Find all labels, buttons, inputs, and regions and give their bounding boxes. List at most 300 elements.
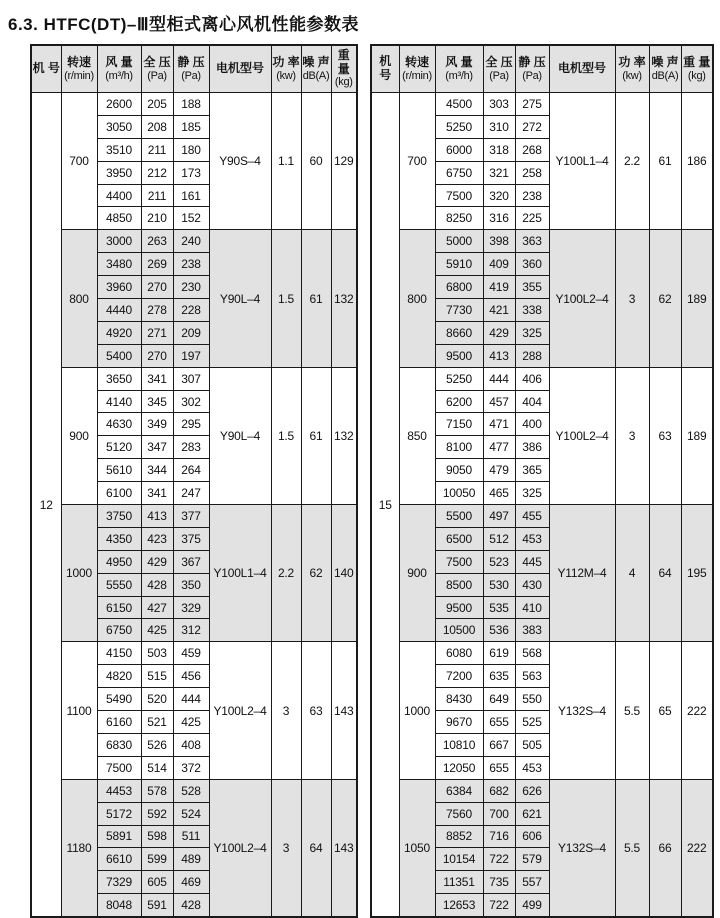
- column-header-main: 风 量: [445, 54, 473, 69]
- weight-cell: 132: [331, 367, 357, 504]
- column-header-noise: [649, 45, 681, 93]
- total-pressure-cell: 471: [483, 413, 515, 436]
- static-pressure-cell: 453: [515, 756, 549, 779]
- weight-cell: 189: [681, 230, 713, 367]
- static-pressure-cell: 525: [515, 711, 549, 734]
- total-pressure-cell: 427: [141, 596, 173, 619]
- column-header-main: 电机型号: [557, 61, 606, 76]
- static-pressure-cell: 225: [515, 207, 549, 230]
- total-pressure-cell: 419: [483, 276, 515, 299]
- static-pressure-cell: 404: [515, 390, 549, 413]
- static-pressure-cell: 453: [515, 527, 549, 550]
- table-header: [371, 45, 713, 93]
- static-pressure-cell: 238: [173, 253, 209, 276]
- total-pressure-cell: 591: [141, 894, 173, 917]
- column-header-speed: [399, 45, 435, 93]
- total-pressure-cell: 398: [483, 230, 515, 253]
- column-header-sub: (m³/h): [445, 69, 473, 82]
- power-cell: 3: [615, 230, 649, 367]
- column-header-main: 转速: [66, 54, 91, 69]
- total-pressure-cell: 409: [483, 253, 515, 276]
- total-pressure-cell: 210: [141, 207, 173, 230]
- flow-cell: 5500: [435, 505, 483, 528]
- noise-cell: 61: [301, 367, 331, 504]
- flow-cell: 8048: [97, 894, 141, 917]
- column-header-power: [615, 45, 649, 93]
- static-pressure-cell: 425: [173, 711, 209, 734]
- static-pressure-cell: 408: [173, 733, 209, 756]
- flow-cell: 5610: [97, 459, 141, 482]
- total-pressure-cell: 278: [141, 299, 173, 322]
- column-header-sub: (r/min): [402, 69, 432, 82]
- noise-cell: 63: [649, 367, 681, 504]
- model-number-cell: 12: [31, 93, 61, 918]
- static-pressure-cell: 456: [173, 665, 209, 688]
- total-pressure-cell: 269: [141, 253, 173, 276]
- flow-cell: 3480: [97, 253, 141, 276]
- header-row: [31, 45, 357, 93]
- static-pressure-cell: 444: [173, 688, 209, 711]
- total-pressure-cell: 578: [141, 779, 173, 802]
- total-pressure-cell: 341: [141, 482, 173, 505]
- static-pressure-cell: 307: [173, 367, 209, 390]
- motor-model-cell: Y100L2–4: [209, 779, 271, 917]
- weight-cell: 129: [331, 93, 357, 230]
- flow-cell: 7500: [97, 756, 141, 779]
- static-pressure-cell: 430: [515, 573, 549, 596]
- static-pressure-cell: 459: [173, 642, 209, 665]
- total-pressure-cell: 536: [483, 619, 515, 642]
- column-header-static-pressure: [515, 45, 549, 93]
- total-pressure-cell: 479: [483, 459, 515, 482]
- static-pressure-cell: 489: [173, 848, 209, 871]
- flow-cell: 6800: [435, 276, 483, 299]
- total-pressure-cell: 512: [483, 527, 515, 550]
- static-pressure-cell: 355: [515, 276, 549, 299]
- column-header-speed: [61, 45, 97, 93]
- total-pressure-cell: 655: [483, 756, 515, 779]
- static-pressure-cell: 469: [173, 871, 209, 894]
- column-header-main: 机 号: [32, 61, 60, 76]
- static-pressure-cell: 338: [515, 299, 549, 322]
- column-header-main: 重 量: [337, 47, 350, 76]
- total-pressure-cell: 497: [483, 505, 515, 528]
- total-pressure-cell: 722: [483, 848, 515, 871]
- static-pressure-cell: 499: [515, 894, 549, 917]
- flow-cell: 4950: [97, 550, 141, 573]
- flow-cell: 5891: [97, 825, 141, 848]
- flow-cell: 10500: [435, 619, 483, 642]
- column-header-motor: [209, 45, 271, 93]
- column-header-noise: [301, 45, 331, 93]
- motor-model-cell: Y112M–4: [549, 505, 615, 642]
- flow-cell: 8500: [435, 573, 483, 596]
- power-cell: 5.5: [615, 642, 649, 779]
- noise-cell: 63: [301, 642, 331, 779]
- column-header-main: 全 压: [143, 54, 171, 69]
- flow-cell: 7329: [97, 871, 141, 894]
- static-pressure-cell: 188: [173, 93, 209, 116]
- static-pressure-cell: 406: [515, 367, 549, 390]
- total-pressure-cell: 457: [483, 390, 515, 413]
- column-header-total-pressure: [483, 45, 515, 93]
- static-pressure-cell: 230: [173, 276, 209, 299]
- static-pressure-cell: 550: [515, 688, 549, 711]
- column-header-model: [31, 45, 61, 93]
- flow-cell: 3650: [97, 367, 141, 390]
- power-cell: 4: [615, 505, 649, 642]
- static-pressure-cell: 579: [515, 848, 549, 871]
- flow-cell: 4440: [97, 299, 141, 322]
- table-header: [31, 45, 357, 93]
- total-pressure-cell: 341: [141, 367, 173, 390]
- static-pressure-cell: 360: [515, 253, 549, 276]
- total-pressure-cell: 523: [483, 550, 515, 573]
- speed-cell: 1050: [399, 779, 435, 917]
- static-pressure-cell: 375: [173, 527, 209, 550]
- table-row: [371, 505, 713, 528]
- total-pressure-cell: 205: [141, 93, 173, 116]
- total-pressure-cell: 428: [141, 573, 173, 596]
- static-pressure-cell: 557: [515, 871, 549, 894]
- flow-cell: 3050: [97, 115, 141, 138]
- noise-cell: 64: [301, 779, 331, 917]
- column-header-main: 机 号: [379, 54, 392, 82]
- motor-model-cell: Y90S–4: [209, 93, 271, 230]
- total-pressure-cell: 429: [483, 321, 515, 344]
- flow-cell: 5000: [435, 230, 483, 253]
- table-row: [31, 779, 357, 802]
- total-pressure-cell: 423: [141, 527, 173, 550]
- flow-cell: 5490: [97, 688, 141, 711]
- power-cell: 2.2: [615, 93, 649, 230]
- total-pressure-cell: 526: [141, 733, 173, 756]
- static-pressure-cell: 428: [173, 894, 209, 917]
- flow-cell: 4140: [97, 390, 141, 413]
- speed-cell: 900: [61, 367, 97, 504]
- flow-cell: 5250: [435, 115, 483, 138]
- static-pressure-cell: 275: [515, 93, 549, 116]
- column-header-main: 电机型号: [215, 61, 264, 76]
- total-pressure-cell: 649: [483, 688, 515, 711]
- flow-cell: 8250: [435, 207, 483, 230]
- static-pressure-cell: 268: [515, 138, 549, 161]
- static-pressure-cell: 312: [173, 619, 209, 642]
- total-pressure-cell: 592: [141, 802, 173, 825]
- flow-cell: 7500: [435, 550, 483, 573]
- speed-cell: 1000: [399, 642, 435, 779]
- speed-cell: 1180: [61, 779, 97, 917]
- static-pressure-cell: 185: [173, 115, 209, 138]
- table-row: [371, 230, 713, 253]
- speed-cell: 800: [399, 230, 435, 367]
- flow-cell: 10154: [435, 848, 483, 871]
- static-pressure-cell: 377: [173, 505, 209, 528]
- total-pressure-cell: 521: [141, 711, 173, 734]
- table-body: [371, 93, 713, 918]
- static-pressure-cell: 295: [173, 413, 209, 436]
- column-header-main: 转速: [404, 54, 429, 69]
- power-cell: 3: [271, 779, 301, 917]
- power-cell: 1.5: [271, 230, 301, 367]
- static-pressure-cell: 240: [173, 230, 209, 253]
- power-cell: 1.5: [271, 367, 301, 504]
- column-header-main: 风 量: [105, 54, 133, 69]
- static-pressure-cell: 511: [173, 825, 209, 848]
- noise-cell: 60: [301, 93, 331, 230]
- total-pressure-cell: 465: [483, 482, 515, 505]
- speed-cell: 700: [399, 93, 435, 230]
- static-pressure-cell: 152: [173, 207, 209, 230]
- static-pressure-cell: 372: [173, 756, 209, 779]
- column-header-sub: (m³/h): [105, 69, 133, 82]
- static-pressure-cell: 272: [515, 115, 549, 138]
- column-header-weight: [331, 45, 357, 93]
- flow-cell: 6080: [435, 642, 483, 665]
- flow-cell: 8852: [435, 825, 483, 848]
- total-pressure-cell: 716: [483, 825, 515, 848]
- flow-cell: 6200: [435, 390, 483, 413]
- power-cell: 5.5: [615, 779, 649, 917]
- flow-cell: 6610: [97, 848, 141, 871]
- column-header-main: 重 量: [683, 54, 711, 69]
- fan-performance-table-left: [30, 44, 358, 918]
- weight-cell: 222: [681, 779, 713, 917]
- total-pressure-cell: 421: [483, 299, 515, 322]
- total-pressure-cell: 320: [483, 184, 515, 207]
- flow-cell: 9500: [435, 596, 483, 619]
- noise-cell: 64: [649, 505, 681, 642]
- motor-model-cell: Y90L–4: [209, 230, 271, 367]
- weight-cell: 143: [331, 779, 357, 917]
- flow-cell: 9050: [435, 459, 483, 482]
- static-pressure-cell: 302: [173, 390, 209, 413]
- motor-model-cell: Y100L2–4: [549, 367, 615, 504]
- static-pressure-cell: 365: [515, 459, 549, 482]
- speed-cell: 1100: [61, 642, 97, 779]
- static-pressure-cell: 238: [515, 184, 549, 207]
- column-header-static-pressure: [173, 45, 209, 93]
- column-header-sub: (r/min): [64, 69, 94, 82]
- static-pressure-cell: 455: [515, 505, 549, 528]
- flow-cell: 4850: [97, 207, 141, 230]
- column-header-main: 全 压: [485, 54, 513, 69]
- static-pressure-cell: 264: [173, 459, 209, 482]
- column-header-main: 静 压: [518, 54, 546, 69]
- flow-cell: 6750: [97, 619, 141, 642]
- static-pressure-cell: 247: [173, 482, 209, 505]
- model-number-cell: 15: [371, 93, 399, 918]
- flow-cell: 3950: [97, 161, 141, 184]
- static-pressure-cell: 161: [173, 184, 209, 207]
- static-pressure-cell: 350: [173, 573, 209, 596]
- table-row: [31, 642, 357, 665]
- total-pressure-cell: 700: [483, 802, 515, 825]
- flow-cell: 6100: [97, 482, 141, 505]
- flow-cell: 4400: [97, 184, 141, 207]
- total-pressure-cell: 735: [483, 871, 515, 894]
- tables-container: [30, 44, 720, 918]
- column-header-main: 噪 声: [302, 54, 330, 69]
- flow-cell: 5550: [97, 573, 141, 596]
- flow-cell: 8430: [435, 688, 483, 711]
- static-pressure-cell: 329: [173, 596, 209, 619]
- motor-model-cell: Y90L–4: [209, 367, 271, 504]
- flow-cell: 6500: [435, 527, 483, 550]
- column-header-sub: (Pa): [181, 69, 201, 82]
- weight-cell: 222: [681, 642, 713, 779]
- table-row: [31, 505, 357, 528]
- flow-cell: 5250: [435, 367, 483, 390]
- motor-model-cell: Y100L1–4: [209, 505, 271, 642]
- static-pressure-cell: 524: [173, 802, 209, 825]
- column-header-motor: [549, 45, 615, 93]
- flow-cell: 7560: [435, 802, 483, 825]
- table-row: [31, 367, 357, 390]
- flow-cell: 6384: [435, 779, 483, 802]
- column-header-sub: (kw): [622, 69, 642, 82]
- total-pressure-cell: 599: [141, 848, 173, 871]
- total-pressure-cell: 310: [483, 115, 515, 138]
- flow-cell: 8660: [435, 321, 483, 344]
- flow-cell: 7200: [435, 665, 483, 688]
- static-pressure-cell: 325: [515, 482, 549, 505]
- static-pressure-cell: 410: [515, 596, 549, 619]
- flow-cell: 5400: [97, 344, 141, 367]
- speed-cell: 1000: [61, 505, 97, 642]
- flow-cell: 4820: [97, 665, 141, 688]
- static-pressure-cell: 363: [515, 230, 549, 253]
- static-pressure-cell: 197: [173, 344, 209, 367]
- static-pressure-cell: 445: [515, 550, 549, 573]
- flow-cell: 10810: [435, 733, 483, 756]
- flow-cell: 4630: [97, 413, 141, 436]
- column-header-main: 功 率: [272, 54, 300, 69]
- flow-cell: 11351: [435, 871, 483, 894]
- total-pressure-cell: 413: [141, 505, 173, 528]
- total-pressure-cell: 514: [141, 756, 173, 779]
- table-body: [31, 93, 357, 918]
- static-pressure-cell: 386: [515, 436, 549, 459]
- column-header-sub: (kg): [334, 76, 353, 89]
- static-pressure-cell: 400: [515, 413, 549, 436]
- total-pressure-cell: 413: [483, 344, 515, 367]
- total-pressure-cell: 318: [483, 138, 515, 161]
- flow-cell: 3750: [97, 505, 141, 528]
- static-pressure-cell: 528: [173, 779, 209, 802]
- total-pressure-cell: 344: [141, 459, 173, 482]
- weight-cell: 189: [681, 367, 713, 504]
- column-header-sub: (Pa): [489, 69, 509, 82]
- column-header-power: [271, 45, 301, 93]
- flow-cell: 4350: [97, 527, 141, 550]
- flow-cell: 6150: [97, 596, 141, 619]
- noise-cell: 61: [649, 93, 681, 230]
- total-pressure-cell: 211: [141, 184, 173, 207]
- total-pressure-cell: 655: [483, 711, 515, 734]
- static-pressure-cell: 621: [515, 802, 549, 825]
- column-header-sub: dB(A): [651, 69, 679, 82]
- column-header-model: [371, 45, 399, 93]
- fan-performance-table-right: [370, 44, 714, 918]
- total-pressure-cell: 477: [483, 436, 515, 459]
- static-pressure-cell: 568: [515, 642, 549, 665]
- static-pressure-cell: 228: [173, 299, 209, 322]
- flow-cell: 2600: [97, 93, 141, 116]
- column-header-sub: (Pa): [522, 69, 542, 82]
- flow-cell: 3510: [97, 138, 141, 161]
- power-cell: 3: [615, 367, 649, 504]
- column-header-main: 静 压: [177, 54, 205, 69]
- total-pressure-cell: 347: [141, 436, 173, 459]
- flow-cell: 12653: [435, 894, 483, 917]
- table-row: [371, 779, 713, 802]
- flow-cell: 4500: [435, 93, 483, 116]
- total-pressure-cell: 530: [483, 573, 515, 596]
- static-pressure-cell: 180: [173, 138, 209, 161]
- motor-model-cell: Y132S–4: [549, 779, 615, 917]
- total-pressure-cell: 429: [141, 550, 173, 573]
- total-pressure-cell: 605: [141, 871, 173, 894]
- noise-cell: 61: [301, 230, 331, 367]
- flow-cell: 9670: [435, 711, 483, 734]
- noise-cell: 62: [649, 230, 681, 367]
- total-pressure-cell: 345: [141, 390, 173, 413]
- column-header-sub: (kg): [687, 69, 706, 82]
- flow-cell: 12050: [435, 756, 483, 779]
- total-pressure-cell: 535: [483, 596, 515, 619]
- total-pressure-cell: 271: [141, 321, 173, 344]
- flow-cell: 4920: [97, 321, 141, 344]
- column-header-total-pressure: [141, 45, 173, 93]
- motor-model-cell: Y100L2–4: [209, 642, 271, 779]
- motor-model-cell: Y132S–4: [549, 642, 615, 779]
- header-row: [371, 45, 713, 93]
- flow-cell: 7150: [435, 413, 483, 436]
- flow-cell: 3000: [97, 230, 141, 253]
- static-pressure-cell: 563: [515, 665, 549, 688]
- flow-cell: 3960: [97, 276, 141, 299]
- noise-cell: 66: [649, 779, 681, 917]
- total-pressure-cell: 208: [141, 115, 173, 138]
- column-header-sub: (Pa): [147, 69, 167, 82]
- flow-cell: 5172: [97, 802, 141, 825]
- total-pressure-cell: 635: [483, 665, 515, 688]
- total-pressure-cell: 619: [483, 642, 515, 665]
- speed-cell: 900: [399, 505, 435, 642]
- flow-cell: 10050: [435, 482, 483, 505]
- total-pressure-cell: 425: [141, 619, 173, 642]
- flow-cell: 6830: [97, 733, 141, 756]
- table-row: [31, 93, 357, 116]
- static-pressure-cell: 173: [173, 161, 209, 184]
- table-row: [371, 93, 713, 116]
- total-pressure-cell: 444: [483, 367, 515, 390]
- total-pressure-cell: 349: [141, 413, 173, 436]
- total-pressure-cell: 321: [483, 161, 515, 184]
- flow-cell: 6750: [435, 161, 483, 184]
- column-header-main: 噪 声: [651, 54, 679, 69]
- power-cell: 2.2: [271, 505, 301, 642]
- weight-cell: 195: [681, 505, 713, 642]
- speed-cell: 850: [399, 367, 435, 504]
- power-cell: 3: [271, 642, 301, 779]
- total-pressure-cell: 515: [141, 665, 173, 688]
- total-pressure-cell: 263: [141, 230, 173, 253]
- page-title: 6.3. HTFC(DT)–Ⅲ型柜式离心风机性能参数表: [8, 15, 360, 34]
- total-pressure-cell: 598: [141, 825, 173, 848]
- motor-model-cell: Y100L1–4: [549, 93, 615, 230]
